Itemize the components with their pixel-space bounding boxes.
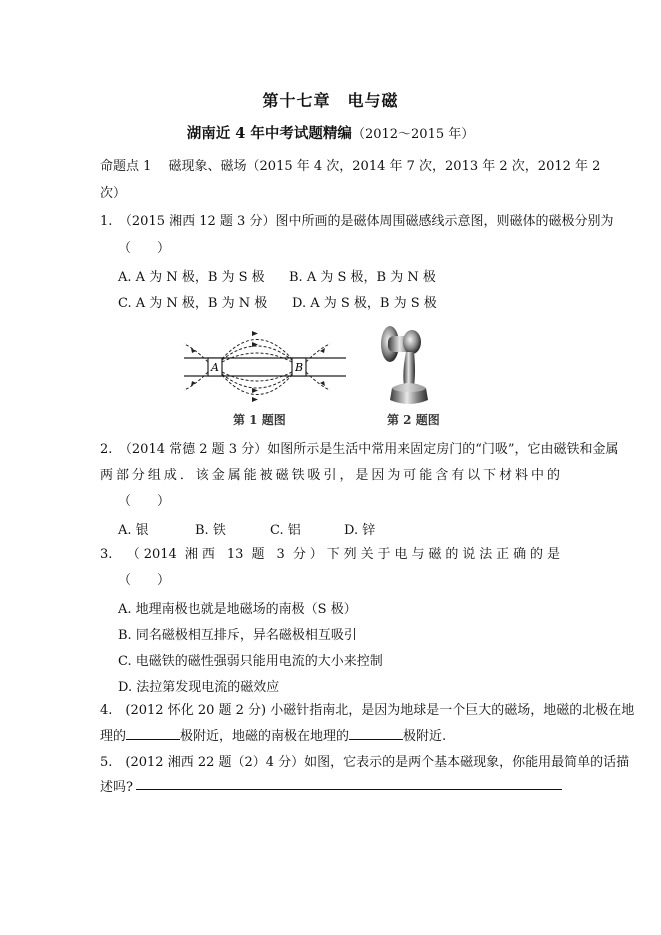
subtitle-main: 湖南近 4 年中考试题精编 (186, 125, 352, 142)
q2-option-c: C. 铝 (270, 523, 301, 538)
q5-answer-blank[interactable] (136, 789, 562, 790)
q5-line-1: 5. (2012 湘西 22 题（2）4 分）如图，它表示的是两个基本磁现象，你能用最简单的话描 (100, 755, 630, 770)
q1-stem: 1. （2015 湘西 12 题 3 分）图中所画的是磁体周围磁感线示意图，则磁体的磁极分别为 (100, 214, 614, 229)
topic-line-1: 命题点 1 磁现象、磁场（2015 年 4 次，2014 年 7 次，2013 年 2 次，2012 年 2 (100, 159, 601, 174)
q1-option-c: C. A 为 N 极，B 为 N 极 (118, 296, 268, 311)
q1-paren: （ ） (118, 241, 171, 256)
q4-text-a: 理的 (100, 729, 127, 744)
q3-option-b: B. 同名磁极相互排斥，异名磁极相互吸引 (118, 628, 357, 643)
q1-option-b: B. A 为 S 极，B 为 N 极 (289, 270, 436, 285)
chapter-title: 第十七章 电与磁 (262, 91, 399, 110)
q3-stem: 3. （2014 湘西 13 题 3 分）下列关于电与磁的说法正确的是 (100, 547, 560, 562)
pole-a-label: A (211, 361, 219, 374)
topic-line-2: 次） (100, 186, 127, 201)
q2-option-a: A. 银 (118, 523, 149, 538)
q3-option-c: C. 电磁铁的磁性强弱只能用电流的大小来控制 (118, 654, 383, 669)
subtitle (0, 122, 661, 143)
q4-text-b: 极附近，地磁的南极在地理的 (180, 729, 350, 744)
figure-1-caption: 第 1 题图 (233, 413, 286, 427)
q3-option-d: D. 法拉第发现电流的磁效应 (118, 680, 280, 695)
q5-line-2: 述吗? (100, 780, 133, 795)
figure-2-door-stopper (380, 322, 436, 408)
q4-blank-2[interactable] (349, 727, 403, 740)
q3-paren: （ ） (118, 573, 171, 588)
q4-line-1: 4. (2012 怀化 20 题 2 分) 小磁针指南北，是因为地球是一个巨大的磁场，地磁的北极在地 (100, 703, 635, 718)
q2-paren: （ ） (118, 494, 171, 509)
subtitle-years: （2012～2015 年） (351, 127, 475, 142)
q1-option-a: A. A 为 N 极，B 为 S 极 (118, 270, 265, 285)
pole-b-label: B (294, 361, 304, 374)
q2-option-b: B. 铁 (195, 523, 226, 538)
q1-option-d: D. A 为 S 极，B 为 S 极 (292, 296, 437, 311)
figure-1-magnet-field (180, 318, 350, 410)
q2-option-d: D. 锌 (344, 523, 376, 538)
q4-line-2 (100, 727, 446, 746)
q4-text-c: 极附近. (403, 729, 447, 744)
q4-blank-1[interactable] (126, 727, 180, 740)
q2-line-1: 2. （2014 常德 2 题 3 分）如图所示是生活中常用来固定房门的“门吸”，它由磁铁和金属 (100, 442, 619, 457)
figure-2-caption: 第 2 题图 (387, 413, 440, 427)
q2-line-2: 两部分组成．该金属能被磁铁吸引，是因为可能含有以下材料中的 (100, 468, 560, 483)
q3-option-a: A. 地理南极也就是地磁场的南极（S 极） (118, 602, 357, 617)
